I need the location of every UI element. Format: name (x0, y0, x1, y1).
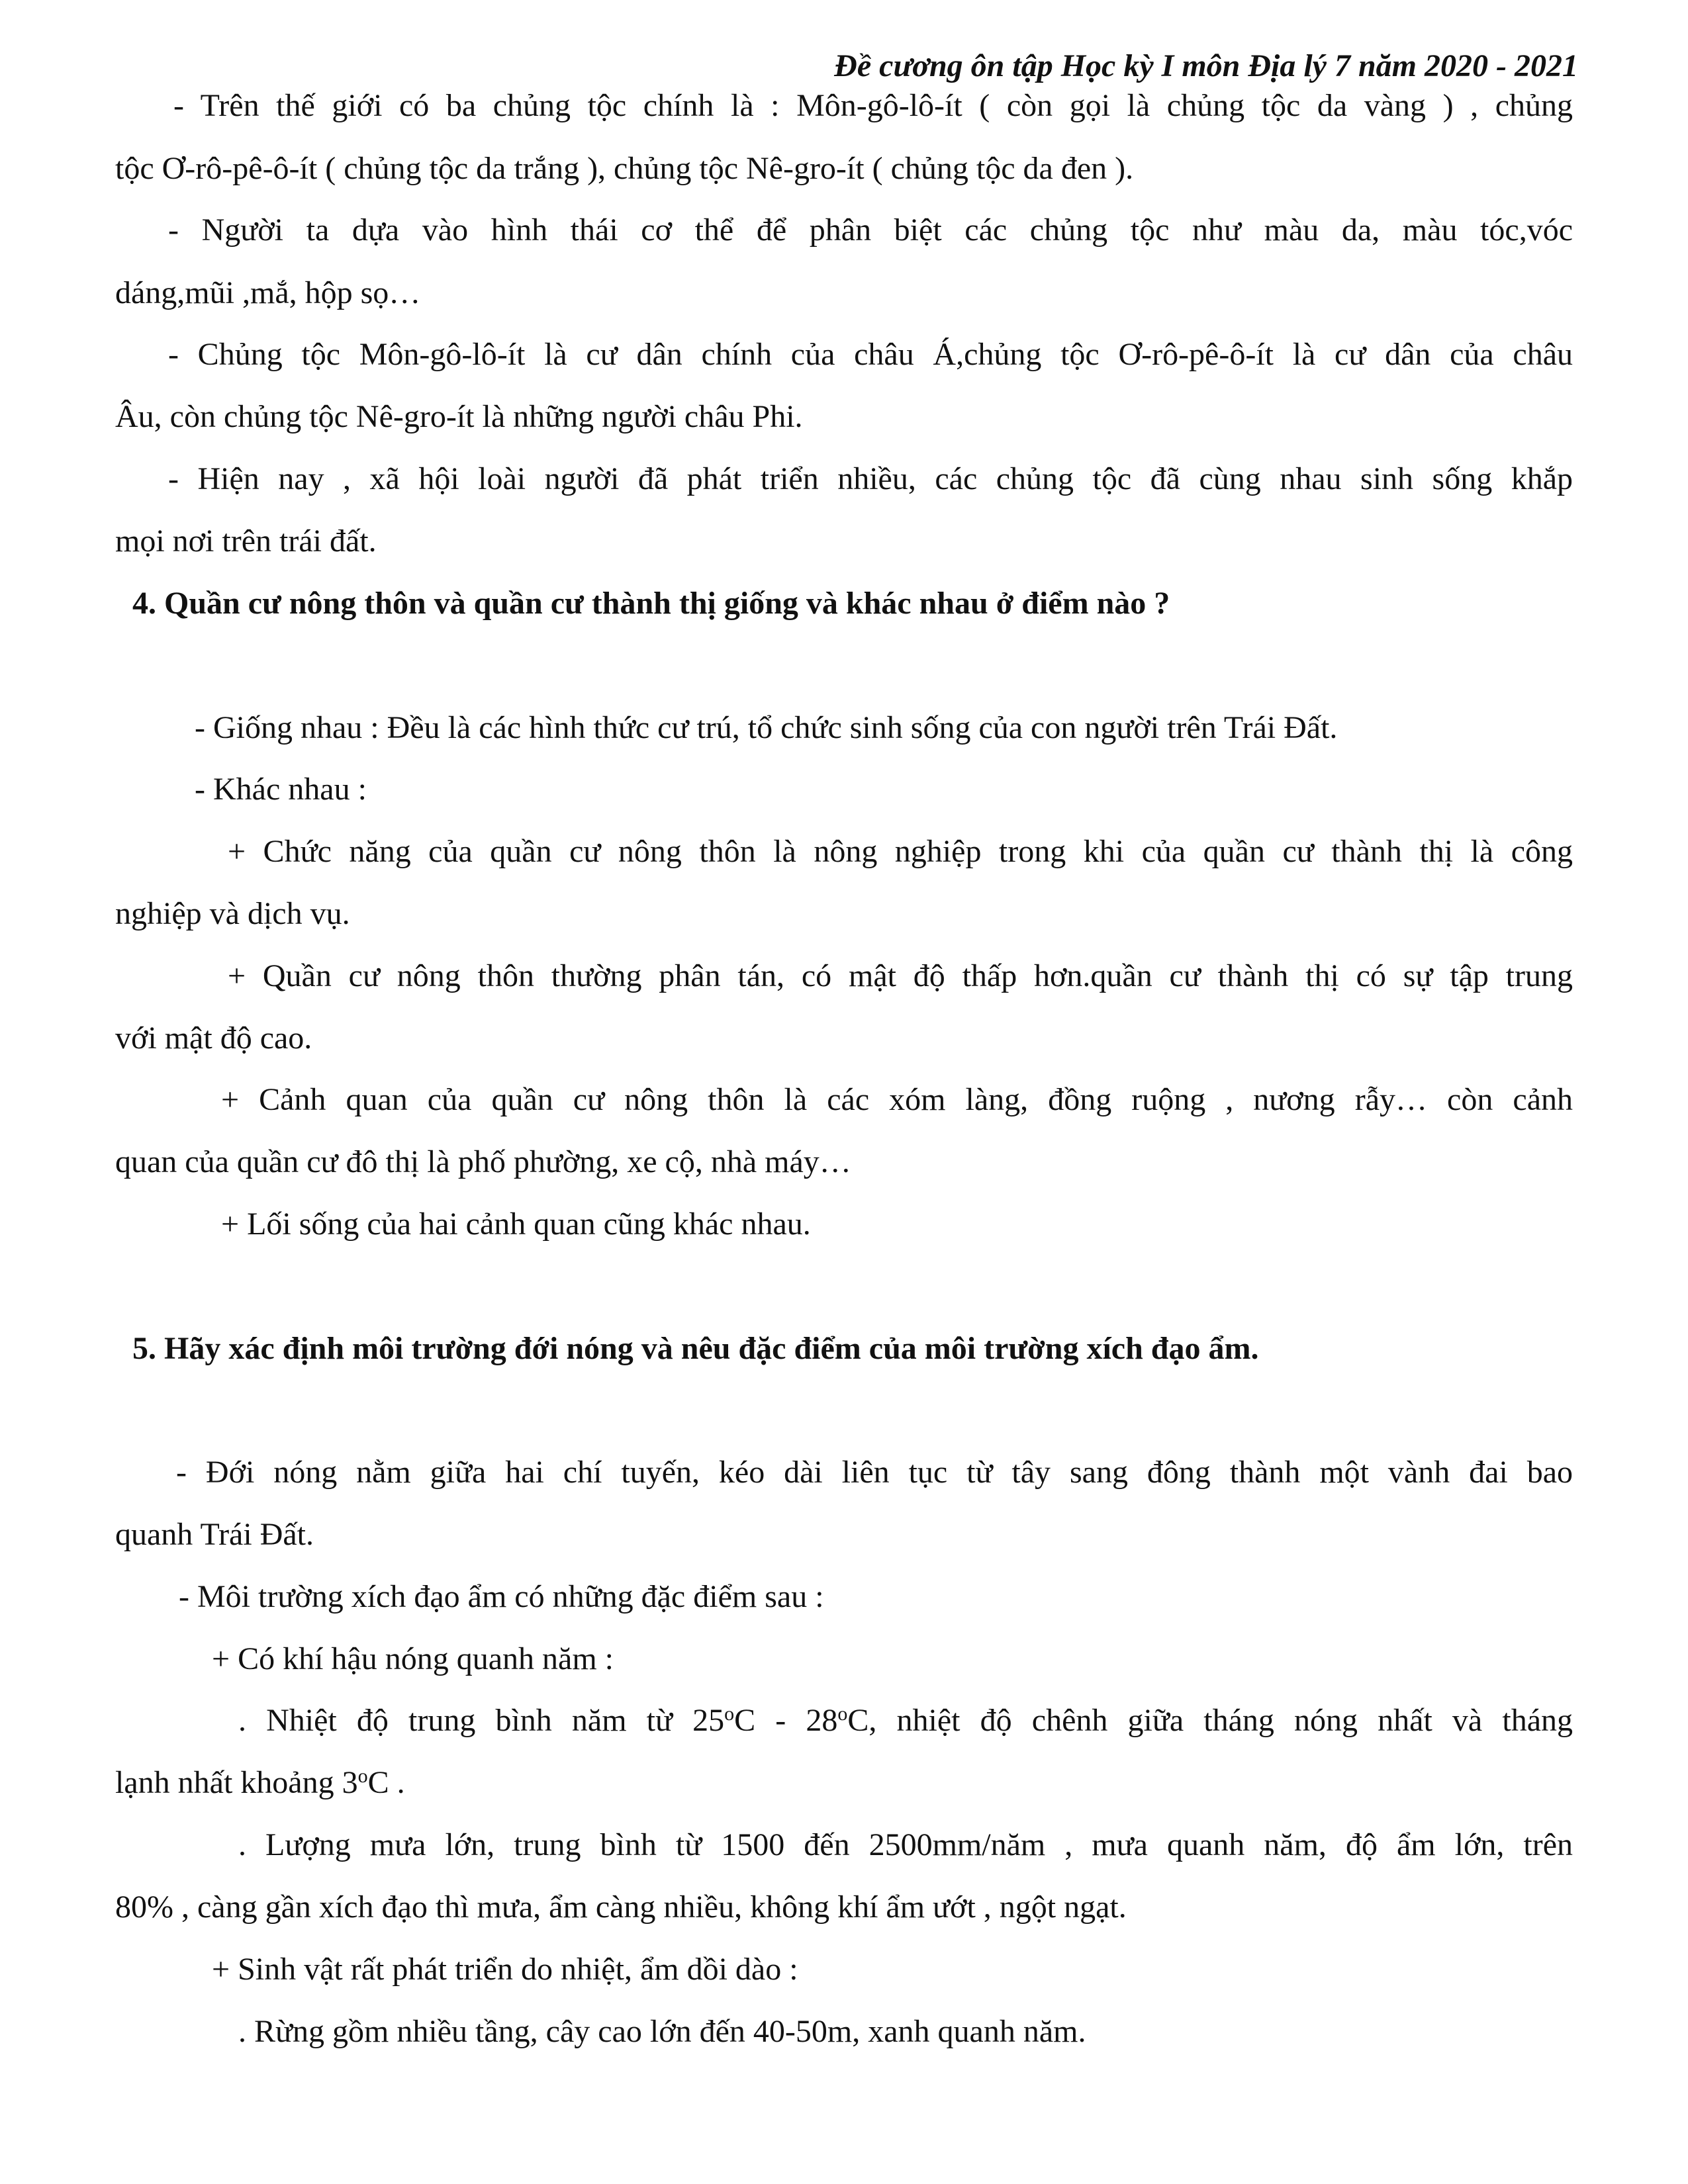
paragraph-line: nghiệp và dịch vụ. (115, 896, 350, 931)
paragraph-line: . Lượng mưa lớn, trung bình từ 1500 đến 2500mm/năm , mưa quanh năm, độ ẩm lớn, trên (238, 1827, 1573, 1862)
paragraph-line (238, 1701, 1573, 1741)
paragraph-line: + Có khí hậu nóng quanh năm : (212, 1641, 614, 1676)
section-heading: 5. Hãy xác định môi trường đới nóng và nêu đặc điểm của môi trường xích đạo ẩm. (132, 1331, 1259, 1366)
paragraph-line: - Trên thế giới có ba chủng tộc chính là : Môn-gô-lô-ít ( còn gọi là chủng tộc da vàng ) , chủng (173, 88, 1573, 123)
paragraph-line: + Quần cư nông thôn thường phân tán, có mật độ thấp hơn.quần cư thành thị có sự tập trung (228, 958, 1573, 993)
paragraph-line: Âu, còn chủng tộc Nê-gro-ít là những người châu Phi. (115, 399, 803, 434)
paragraph-line: + Cảnh quan của quần cư nông thôn là các xóm làng, đồng ruộng , nương rẫy… còn cảnh (221, 1082, 1573, 1117)
paragraph-line: + Lối sống của hai cảnh quan cũng khác nhau. (221, 1206, 811, 1242)
paragraph-line: + Sinh vật rất phát triển do nhiệt, ẩm dồi dào : (212, 1952, 798, 1987)
section-heading: 4. Quần cư nông thôn và quần cư thành thị giống và khác nhau ở điểm nào ? (132, 586, 1170, 621)
paragraph-line: tộc Ơ-rô-pê-ô-ít ( chủng tộc da trắng ), chủng tộc Nê-gro-ít ( chủng tộc da đen ). (115, 151, 1134, 186)
paragraph-line: - Chủng tộc Môn-gô-lô-ít là cư dân chính của châu Á,chủng tộc Ơ-rô-pê-ô-ít là cư dân của châu (168, 337, 1573, 372)
paragraph-line: với mật độ cao. (115, 1021, 312, 1056)
paragraph-line: - Giống nhau : Đều là các hình thức cư trú, tổ chức sinh sống của con người trên Trái Đất. (195, 710, 1338, 745)
paragraph-line: quan của quần cư đô thị là phố phường, xe cộ, nhà máy… (115, 1144, 851, 1179)
paragraph-line: dáng,mũi ,mắ, hộp sọ… (115, 275, 421, 310)
paragraph-line: - Hiện nay , xã hội loài người đã phát triển nhiều, các chủng tộc đã cùng nhau sinh sống khắp (168, 461, 1573, 496)
paragraph-line: . Rừng gồm nhiều tầng, cây cao lớn đến 40-50m, xanh quanh năm. (238, 2014, 1086, 2049)
paragraph-line: - Đới nóng nằm giữa hai chí tuyến, kéo dài liên tục từ tây sang đông thành một vành đai bao (176, 1455, 1573, 1490)
temperature-text: . Nhiệt độ trung bình năm từ 25$^o$C - 28$^o$C, nhiệt độ chênh giữa tháng nóng nhất và tháng (238, 1703, 1573, 1738)
paragraph-line: - Khác nhau : (195, 772, 367, 807)
paragraph-line: quanh Trái Đất. (115, 1517, 314, 1552)
paragraph-line: mọi nơi trên trái đất. (115, 523, 377, 559)
page-header: Đề cương ôn tập Học kỳ I môn Địa lý 7 năm 2020 - 2021 (834, 48, 1578, 83)
paragraph-line: 80% , càng gần xích đạo thì mưa, ẩm càng nhiều, không khí ẩm ướt , ngột ngạt. (115, 1889, 1127, 1925)
paragraph-line: - Người ta dựa vào hình thái cơ thể để phân biệt các chủng tộc như màu da, màu tóc,vóc (168, 212, 1573, 248)
paragraph-line: + Chức năng của quần cư nông thôn là nông nghiệp trong khi của quần cư thành thị là công (228, 834, 1573, 869)
paragraph-line: - Môi trường xích đạo ẩm có những đặc điểm sau : (179, 1579, 824, 1614)
paragraph-line: lạnh nhất khoảng 3$^o$C . (115, 1765, 405, 1800)
